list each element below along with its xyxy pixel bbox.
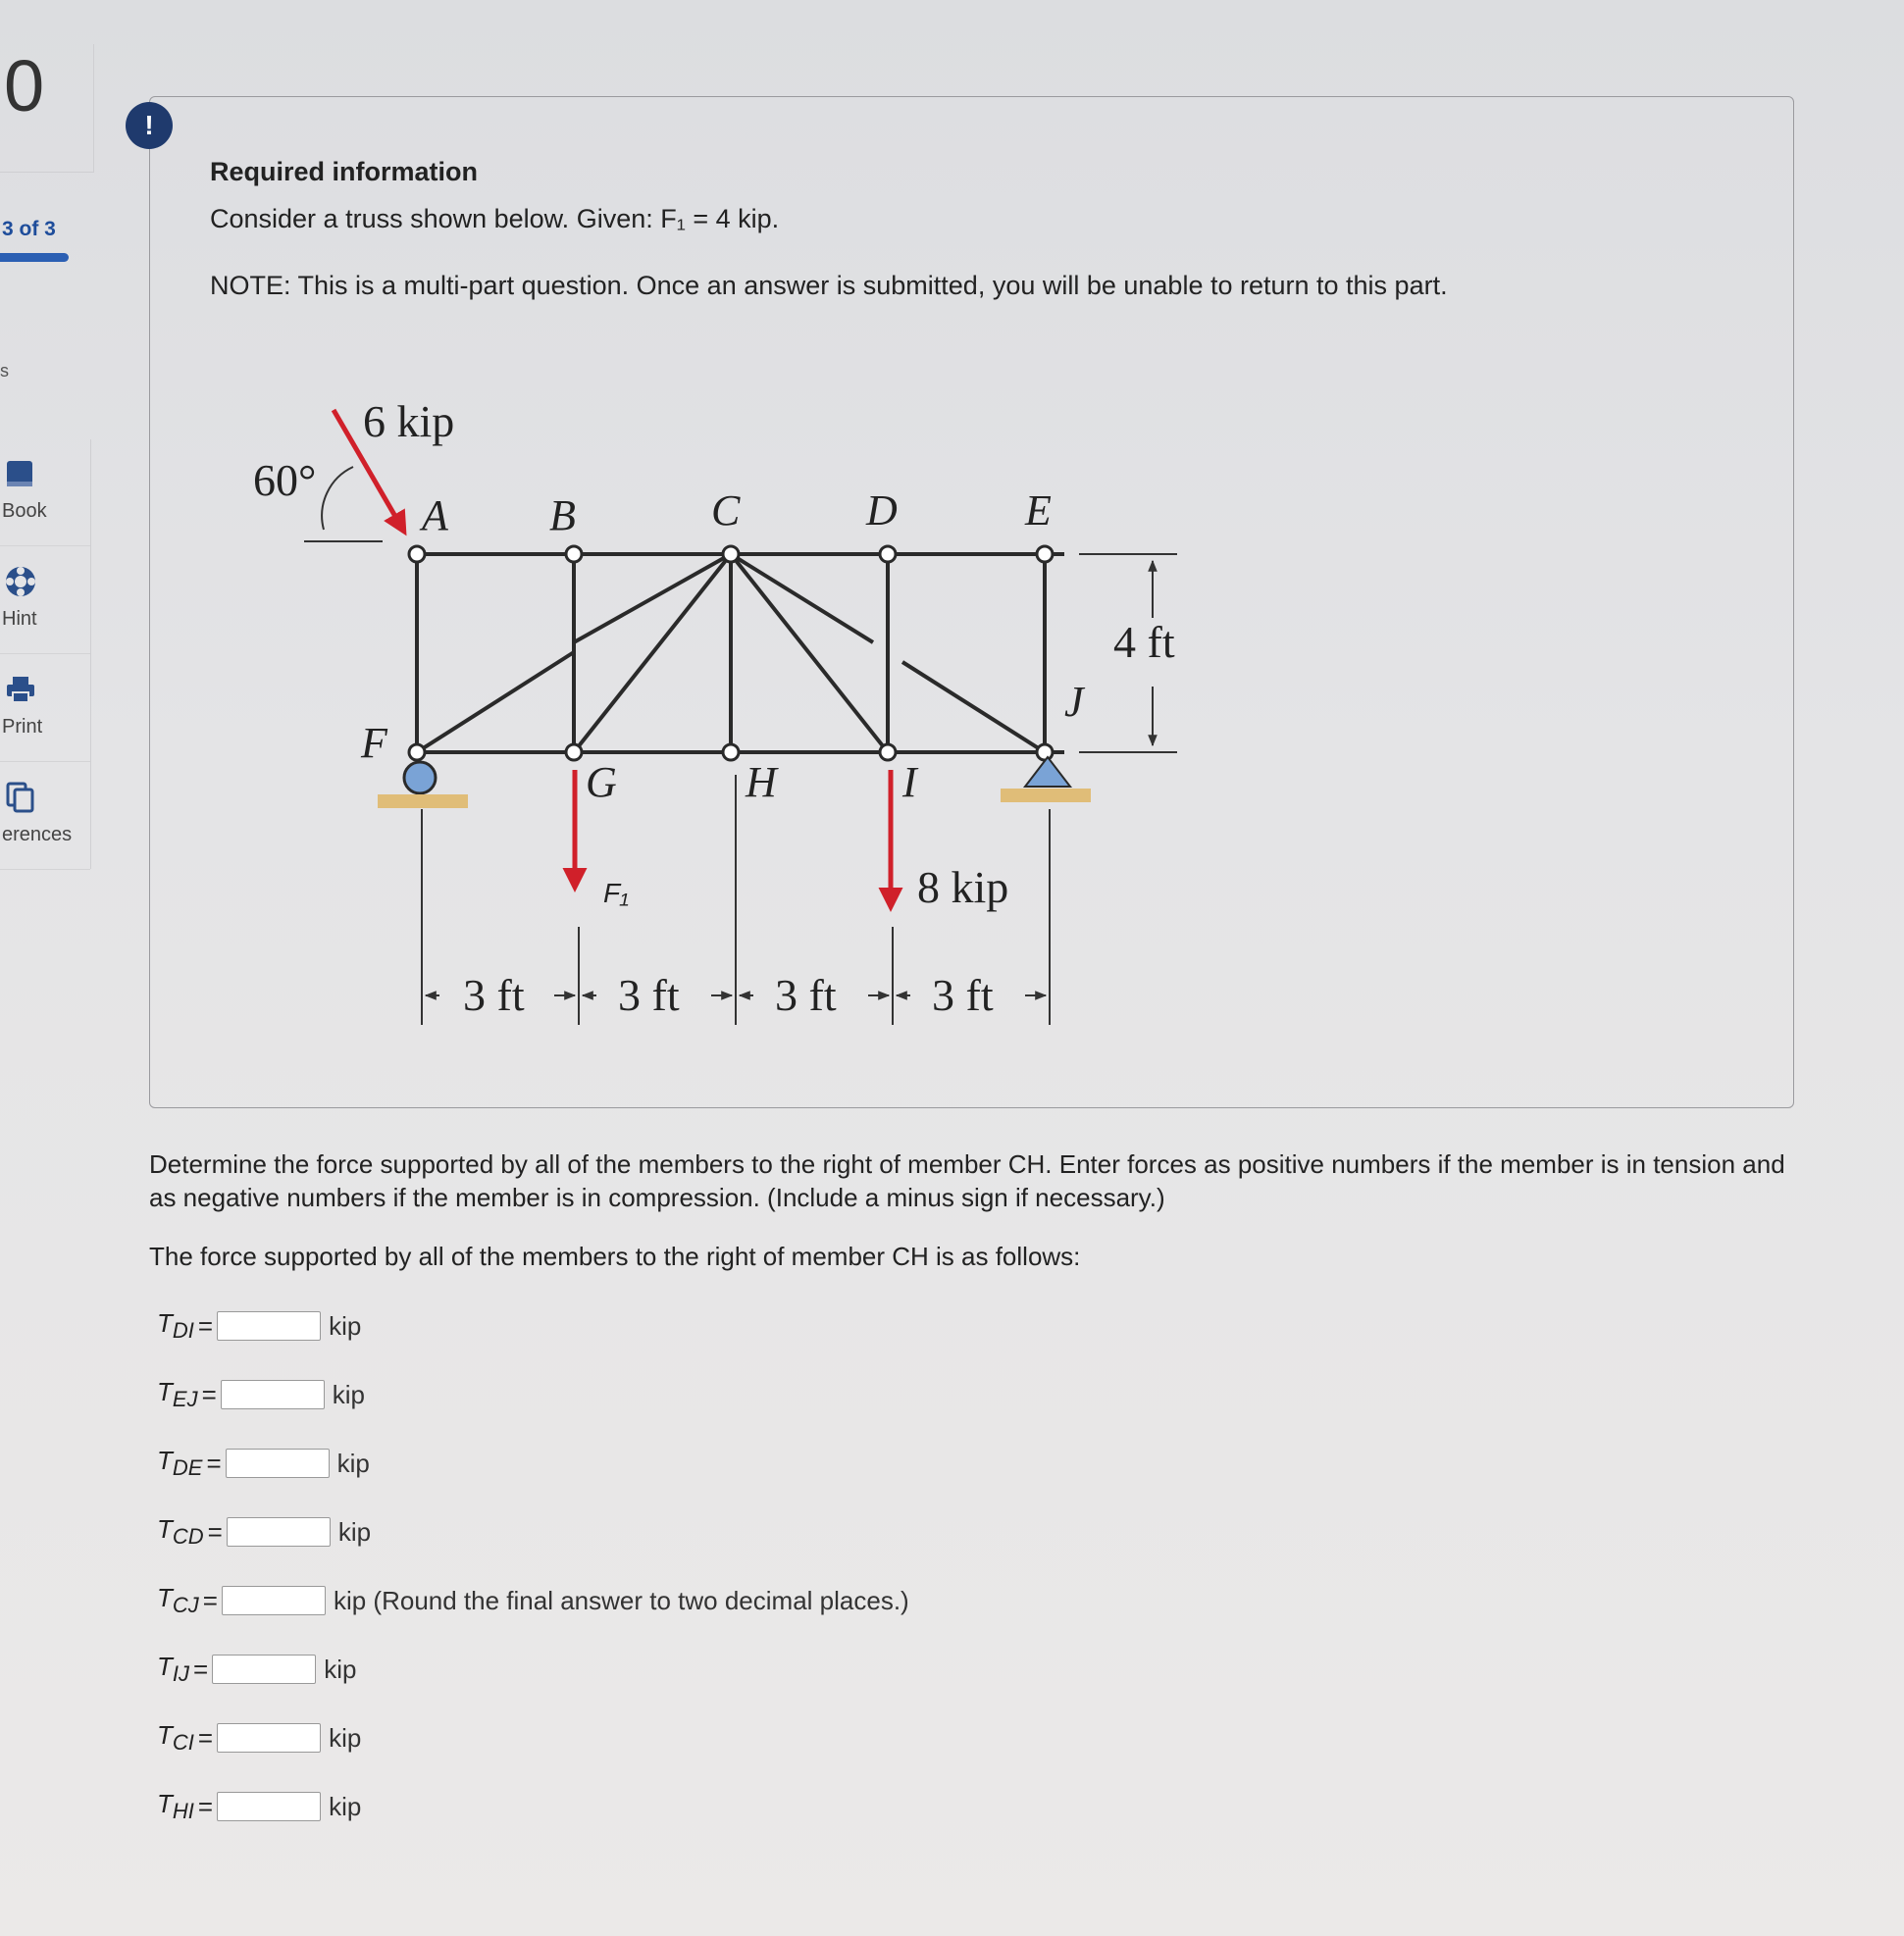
- answer-input-tij[interactable]: [212, 1655, 316, 1684]
- answer-row: $T_{DE}$ = kip: [157, 1445, 370, 1481]
- node-label: E: [1025, 486, 1052, 535]
- tool-print-button[interactable]: [0, 655, 90, 762]
- answer-variable: $T_{DI}$: [157, 1307, 194, 1344]
- answer-unit: kip: [324, 1654, 357, 1684]
- node-label: I: [902, 758, 917, 806]
- printer-icon: [4, 673, 37, 706]
- pin-support-f: [378, 762, 468, 808]
- progress-bar: [0, 253, 69, 262]
- node-label: J: [1064, 678, 1084, 726]
- span-dim-label: 3 ft: [463, 970, 525, 1020]
- node-label: F: [361, 719, 387, 767]
- tool-references-button[interactable]: [0, 763, 90, 870]
- answer-variable: $T_{DE}$: [157, 1445, 203, 1481]
- answer-unit: kip: [329, 1310, 362, 1341]
- answer-row: $T_{CJ}$ = kip (Round the final answer to two decimal places.): [157, 1582, 909, 1618]
- sidebar: [0, 0, 98, 1936]
- node-label: D: [866, 486, 898, 535]
- answer-unit: kip: [337, 1516, 372, 1547]
- answer-input-tde[interactable]: [226, 1449, 330, 1478]
- angle-label: 60°: [253, 455, 317, 505]
- answer-variable: $T_{CD}$: [157, 1513, 204, 1550]
- load-f1-label: F₁: [603, 878, 629, 908]
- pin-support-j: [1001, 757, 1091, 802]
- sidebar-clipped-text: s: [0, 361, 9, 381]
- answer-row: $T_{IJ}$ = kip: [157, 1651, 357, 1687]
- node-label: C: [711, 486, 741, 535]
- tool-hint-label: Hint: [2, 608, 37, 630]
- answer-variable: $T_{CI}$: [157, 1719, 194, 1756]
- node-label: G: [586, 758, 617, 806]
- tool-book-label: Book: [2, 500, 47, 522]
- copy-icon: [4, 781, 37, 814]
- height-dim-label: 4 ft: [1113, 617, 1175, 667]
- load-6kip-label: 6 kip: [363, 396, 455, 446]
- required-info-heading: Required information: [210, 157, 479, 186]
- score-display: 0: [0, 44, 94, 173]
- node-label: A: [422, 491, 448, 539]
- note-text: NOTE: This is a multi-part question. Once an answer is submitted, you will be unable to return to this part.: [210, 271, 1448, 300]
- span-dim-label: 3 ft: [775, 970, 837, 1020]
- answer-row: $T_{CI}$ = kip: [157, 1719, 362, 1756]
- tool-print-label: Print: [2, 716, 43, 738]
- answer-row: $T_{HI}$ = kip: [157, 1788, 362, 1824]
- answer-unit: kip: [336, 1448, 370, 1478]
- answer-variable: $T_{CJ}$: [157, 1582, 199, 1618]
- given-text: Consider a truss shown below. Given: F₁ = 4 kip.: [210, 204, 780, 233]
- book-icon: [4, 457, 37, 490]
- node-label: H: [746, 758, 777, 806]
- answer-unit: kip: [329, 1791, 362, 1821]
- alert-icon: !: [126, 102, 173, 149]
- answer-row: $T_{CD}$ = kip: [157, 1513, 372, 1550]
- answer-input-thi[interactable]: [217, 1792, 321, 1821]
- answer-input-tdi[interactable]: [217, 1311, 321, 1341]
- question-text: Determine the force supported by all of the members to the right of member CH. Enter forces as positive numbers if the member is in tension and as negative numbers if the member is in compression. (Include a minus sign if necessary.): [149, 1149, 1785, 1212]
- span-dim-label: 3 ft: [618, 970, 680, 1020]
- tool-panel: [0, 439, 91, 869]
- question-subtext: The force supported by all of the members to the right of member CH is as follows:: [149, 1242, 1081, 1271]
- answer-input-tej[interactable]: [221, 1380, 325, 1409]
- answer-variable: $T_{HI}$: [157, 1788, 194, 1824]
- answer-unit: kip (Round the final answer to two decimal places.): [333, 1585, 909, 1615]
- tool-references-label: erences: [2, 824, 73, 845]
- truss-figure: [235, 392, 1216, 1040]
- progress-text: 3 of 3: [2, 218, 56, 240]
- lifebuoy-icon: [4, 565, 37, 598]
- node-label: B: [549, 491, 576, 539]
- answer-input-tci[interactable]: [217, 1723, 321, 1753]
- answer-input-tcj[interactable]: [222, 1586, 326, 1615]
- answer-variable: $T_{EJ}$: [157, 1376, 198, 1412]
- answer-row: $T_{DI}$ = kip: [157, 1307, 362, 1344]
- tool-book-button[interactable]: [0, 439, 90, 546]
- answer-input-tcd[interactable]: [227, 1517, 331, 1547]
- answer-unit: kip: [332, 1379, 366, 1409]
- tool-hint-button[interactable]: [0, 547, 90, 654]
- answer-variable: $T_{IJ}$: [157, 1651, 190, 1687]
- truss-members: [417, 554, 1064, 752]
- answer-unit: kip: [329, 1722, 362, 1753]
- answer-row: $T_{EJ}$ = kip: [157, 1376, 366, 1412]
- load-8kip-label: 8 kip: [917, 862, 1009, 912]
- span-dim-label: 3 ft: [932, 970, 994, 1020]
